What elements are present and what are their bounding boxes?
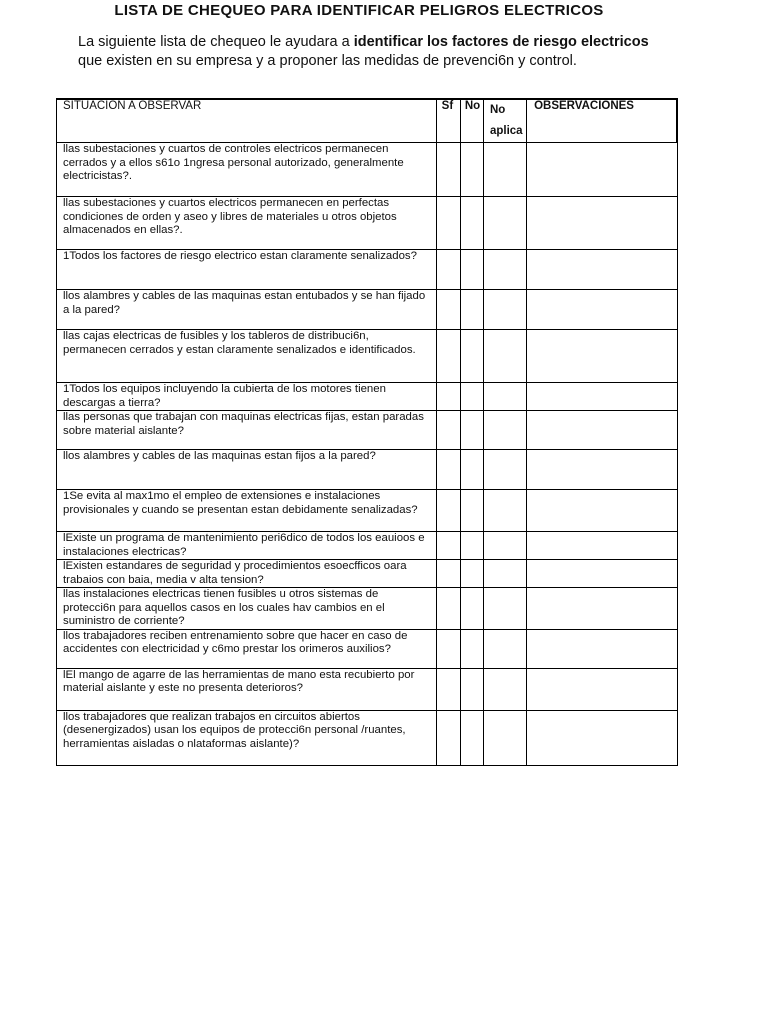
- observaciones-cell[interactable]: [527, 710, 677, 765]
- si-cell[interactable]: [436, 250, 460, 290]
- observaciones-cell[interactable]: [527, 411, 677, 450]
- no-cell[interactable]: [460, 197, 483, 250]
- document-title: LISTA DE CHEQUEO PARA IDENTIFICAR PELIGROS ELECTRICOS: [114, 2, 604, 19]
- table-row: [57, 490, 678, 532]
- situation-cell: lEl mango de agarre de las herramientas de mano esta recubierto por material aislante y este no presenta deterioros?: [57, 668, 437, 710]
- header-observaciones: OBSERVACIONES: [527, 99, 677, 143]
- si-cell[interactable]: [436, 710, 460, 765]
- table-row: [57, 629, 678, 668]
- header-si: Sf: [436, 99, 460, 143]
- observaciones-cell[interactable]: [527, 668, 677, 710]
- si-cell[interactable]: [436, 490, 460, 532]
- table-row: [57, 290, 678, 330]
- no-cell[interactable]: [460, 560, 483, 588]
- no-aplica-cell[interactable]: [483, 588, 526, 630]
- no-aplica-cell[interactable]: [483, 411, 526, 450]
- no-cell[interactable]: [460, 629, 483, 668]
- situation-cell: 1Todos los factores de riesgo electrico estan claramente senalizados?: [57, 250, 437, 290]
- intro-text-2: que existen en su empresa y a proponer las medidas de prevenci6n y control.: [78, 53, 577, 69]
- header-no-aplica: No aplica: [483, 99, 526, 143]
- table-row: [57, 250, 678, 290]
- no-cell[interactable]: [460, 383, 483, 411]
- observaciones-cell[interactable]: [527, 450, 677, 490]
- no-aplica-cell[interactable]: [483, 330, 526, 383]
- observaciones-cell[interactable]: [527, 197, 677, 250]
- situation-cell: 1Se evita al max1mo el empleo de extensiones e instalaciones provisionales y cuando se presentan estan debidamente senalizadas?: [57, 490, 437, 532]
- si-cell[interactable]: [436, 588, 460, 630]
- no-aplica-cell[interactable]: [483, 450, 526, 490]
- table-row: [57, 383, 678, 411]
- situation-cell: lExiste un programa de mantenimiento peri6dico de todos los eauioos e instalaciones electricas?: [57, 532, 437, 560]
- table-row: [57, 560, 678, 588]
- no-aplica-cell[interactable]: [483, 710, 526, 765]
- no-aplica-cell[interactable]: [483, 383, 526, 411]
- si-cell[interactable]: [436, 411, 460, 450]
- si-cell[interactable]: [436, 560, 460, 588]
- no-cell[interactable]: [460, 290, 483, 330]
- observaciones-cell[interactable]: [527, 143, 677, 197]
- observaciones-cell[interactable]: [527, 290, 677, 330]
- no-cell[interactable]: [460, 250, 483, 290]
- header-situacion: SITUACION A OBSERVAR: [57, 99, 437, 143]
- no-aplica-cell[interactable]: [483, 490, 526, 532]
- observaciones-cell[interactable]: [527, 490, 677, 532]
- situation-cell: 1Todos los equipos incluyendo la cubierta de los motores tienen descargas a tierra?: [57, 383, 437, 411]
- no-aplica-cell[interactable]: [483, 290, 526, 330]
- situation-cell: llas subestaciones y cuartos electricos permanecen en perfectas condiciones de orden y aseo y libres de materiales u otros objetos almacenados en ellas?.: [57, 197, 437, 250]
- si-cell[interactable]: [436, 143, 460, 197]
- intro-paragraph: [78, 33, 658, 71]
- si-cell[interactable]: [436, 532, 460, 560]
- table-row: [57, 668, 678, 710]
- no-cell[interactable]: [460, 330, 483, 383]
- observaciones-cell[interactable]: [527, 383, 677, 411]
- observaciones-cell[interactable]: [527, 532, 677, 560]
- no-cell[interactable]: [460, 710, 483, 765]
- no-cell[interactable]: [460, 490, 483, 532]
- intro-text-bold: identificar los factores de riesgo electricos: [353, 34, 649, 50]
- no-aplica-cell[interactable]: [483, 668, 526, 710]
- si-cell[interactable]: [436, 197, 460, 250]
- no-cell[interactable]: [460, 450, 483, 490]
- situation-cell: llos alambres y cables de las maquinas estan fijos a la pared?: [57, 450, 437, 490]
- table-row: [57, 197, 678, 250]
- no-aplica-cell[interactable]: [483, 197, 526, 250]
- observaciones-cell[interactable]: [527, 588, 677, 630]
- situation-cell: llas instalaciones electricas tienen fusibles u otros sistemas de protecci6n para aquellos casos en los cuales hav cambios en el suministro de corriente?: [57, 588, 437, 630]
- si-cell[interactable]: [436, 383, 460, 411]
- si-cell[interactable]: [436, 290, 460, 330]
- observaciones-cell[interactable]: [527, 629, 677, 668]
- observaciones-cell[interactable]: [527, 560, 677, 588]
- table-header-row: [57, 99, 678, 143]
- table-row: [57, 710, 678, 765]
- table-row: [57, 330, 678, 383]
- no-cell[interactable]: [460, 668, 483, 710]
- checklist-table: [56, 98, 678, 766]
- no-aplica-cell[interactable]: [483, 560, 526, 588]
- situation-cell: llos trabajadores que realizan trabajos en circuitos abiertos (desenergizados) usan los equipos de protecci6n personal /ruantes, herramientas aisladas o nlataformas aislante)?: [57, 710, 437, 765]
- observaciones-cell[interactable]: [527, 330, 677, 383]
- no-cell[interactable]: [460, 143, 483, 197]
- situation-cell: llas cajas electricas de fusibles y los tableros de distribuci6n, permanecen cerrados y estan claramente senalizados e identificados.: [57, 330, 437, 383]
- observaciones-cell[interactable]: [527, 250, 677, 290]
- situation-cell: llas subestaciones y cuartos de controles electricos permanecen cerrados y a ellos s61o 1ngresa personal autorizado, generalmente electricistas?.: [57, 143, 437, 197]
- no-aplica-cell[interactable]: [483, 143, 526, 197]
- table-row: [57, 532, 678, 560]
- no-cell[interactable]: [460, 411, 483, 450]
- situation-cell: llos alambres y cables de las maquinas estan entubados y se han fijado a la pared?: [57, 290, 437, 330]
- no-aplica-cell[interactable]: [483, 250, 526, 290]
- situation-cell: llos trabajadores reciben entrenamiento sobre que hacer en caso de accidentes con electricidad y c6mo prestar los orimeros auxilios?: [57, 629, 437, 668]
- si-cell[interactable]: [436, 629, 460, 668]
- situation-cell: llas personas que trabajan con maquinas electricas fijas, estan paradas sobre material aislante?: [57, 411, 437, 450]
- table-row: [57, 143, 678, 197]
- no-cell[interactable]: [460, 588, 483, 630]
- situation-cell: lExisten estandares de seguridad y procedimientos esoecfficos oara trabaios con baia, media v alta tension?: [57, 560, 437, 588]
- table-row: [57, 411, 678, 450]
- no-aplica-cell[interactable]: [483, 532, 526, 560]
- si-cell[interactable]: [436, 668, 460, 710]
- si-cell[interactable]: [436, 330, 460, 383]
- table-row: [57, 588, 678, 630]
- table-row: [57, 450, 678, 490]
- header-no: No: [460, 99, 483, 143]
- si-cell[interactable]: [436, 450, 460, 490]
- intro-text-1: La siguiente lista de chequeo le ayudara a: [78, 34, 354, 50]
- no-aplica-cell[interactable]: [483, 629, 526, 668]
- no-cell[interactable]: [460, 532, 483, 560]
